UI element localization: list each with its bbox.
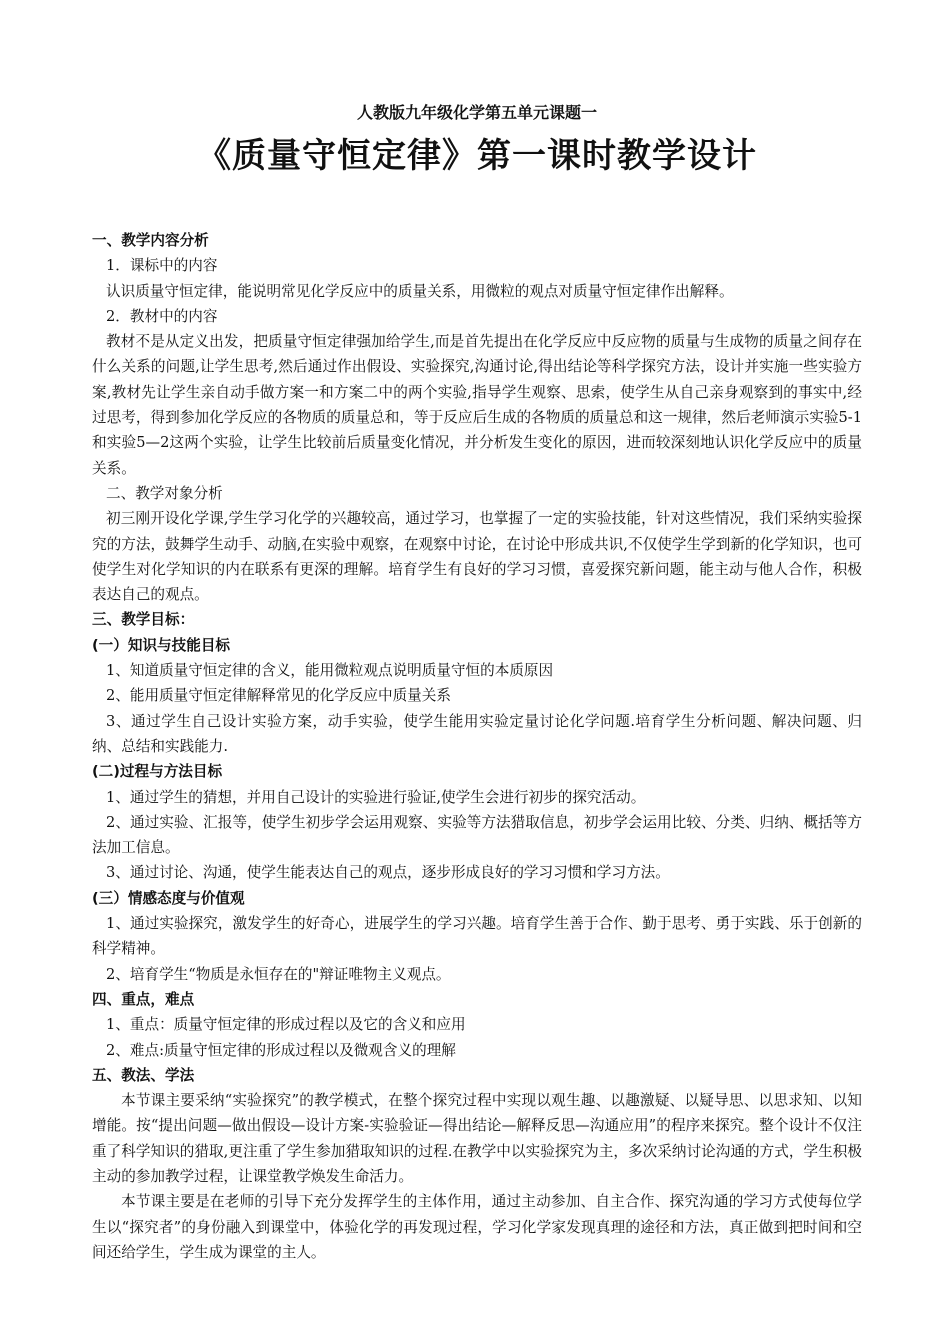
subsection-heading: (三）情感态度与价值观 — [92, 889, 245, 907]
paragraph: 初三刚开设化学课,学生学习化学的兴趣较高，通过学习，也掌握了一定的实验技能，针对这些情况，我们采纳实验探究的方法，鼓舞学生动手、动脑,在实验中观察，在观察中讨论，在讨论中形成共识,不仅使学生学到新的化学知识，也可使学生对化学知识的内在联系有更深的理解。培育学生有良好的学习习惯，喜爱探究新问题，能主动与他人合作，积极表达自己的观点。 — [92, 510, 862, 604]
list-item: 3、通过学生自己设计实验方案，动手实验，使学生能用实验定量讨论化学问题.培育学生分析问题、解决问题、归纳、总结和实践能力. — [92, 712, 862, 755]
list-item: 2、培育学生“物质是永恒存在的"辩证唯物主义观点。 — [106, 965, 451, 983]
list-item: 1、通过学生的猜想，并用自己设计的实验进行验证,使学生会进行初步的探究活动。 — [106, 788, 646, 806]
paragraph: 本节课主要采纳“实验探究”的教学模式，在整个探究过程中实现以观生趣、以趣激疑、以疑导思、以思求知、以知增能。按“提出问题—做出假设—设计方案-实验验证—得出结论—解释反思—沟通应用”的程序来探究。整个设计不仅注重了科学知识的猎取,更注重了学生参加猎取知识的过程.在教学中以实验探究为主，多次采纳讨论沟通的方式，学生积极主动的参加教学过程，让课堂教学焕发生命活力。 — [92, 1092, 862, 1185]
subsection-heading: 1．课标中的内容 — [106, 257, 218, 275]
paragraph: 本节课主要是在老师的引导下充分发挥学生的主体作用，通过主动参加、自主合作、探究沟通的学习方式使每位学生以“探究者”的身份融入到课堂中，体验化学的再发现过程，学习化学家发现真理的途径和方法，真正做到把时间和空间还给学生，学生成为课堂的主人。 — [92, 1193, 862, 1261]
list-item: 1、知道质量守恒定律的含义，能用微粒观点说明质量守恒的本质原因 — [106, 662, 554, 680]
list-item: 2、能用质量守恒定律解释常见的化学反应中质量关系 — [106, 687, 451, 705]
subsection-heading: 2．教材中的内容 — [106, 307, 218, 325]
document-title: 《质量守恒定律》第一课时教学设计 — [197, 136, 757, 176]
section-heading: 三、教学目标： — [92, 611, 195, 629]
paragraph: 教材不是从定义出发，把质量守恒定律强加给学生,而是首先提出在化学反应中反应物的质量与生成物的质量之间存在什么关系的问题,让学生思考,然后通过作出假设、实验探究,沟通讨论,得出结论等科学探究方法，设计并实施一些实验方案,教材先让学生亲自动手做方案一和方案二中的两个实验,指导学生观察、思索，使学生从自己亲身观察到的事实中,经过思考，得到参加化学反应的各物质的质量总和，等于反应后生成的各物质的质量总和这一规律，然后老师演示实验5-1和实验5—2这两个实验，让学生比较前后质量变化情况，并分析发生变化的原因，进而较深刻地认识化学反应中的质量关系。 — [92, 333, 862, 477]
subsection-heading: (二)过程与方法目标 — [92, 763, 223, 781]
paragraph: 认识质量守恒定律，能说明常见化学反应中的质量关系，用微粒的观点对质量守恒定律作出解释。 — [106, 282, 734, 300]
document-body — [92, 228, 862, 1265]
document-subtitle: 人教版九年级化学第五单元课题一 — [356, 103, 597, 122]
list-item: 2、难点:质量守恒定律的形成过程以及微观含义的理解 — [106, 1041, 456, 1059]
section-heading: 一、教学内容分析 — [92, 232, 209, 249]
list-item: 2、通过实验、汇报等，使学生初步学会运用观察、实验等方法猎取信息，初步学会运用比较、分类、归纳、概括等方法加工信息。 — [92, 813, 862, 857]
section-heading: 四、重点，难点 — [92, 990, 195, 1008]
section-heading: 五、教法、学法 — [92, 1066, 195, 1084]
list-item: 1、通过实验探究，激发学生的好奇心，进展学生的学习兴趣。培育学生善于合作、勤于思考、勇于实践、乐于创新的科学精神。 — [92, 915, 862, 958]
section-heading: 二、教学对象分析 — [106, 484, 223, 502]
list-item: 1、重点：质量守恒定律的形成过程以及它的含义和应用 — [106, 1016, 466, 1034]
list-item: 3、通过讨论、沟通，使学生能表达自己的观点，逐步形成良好的学习习惯和学习方法。 — [106, 864, 670, 882]
subsection-heading: (一）知识与技能目标 — [92, 636, 231, 654]
